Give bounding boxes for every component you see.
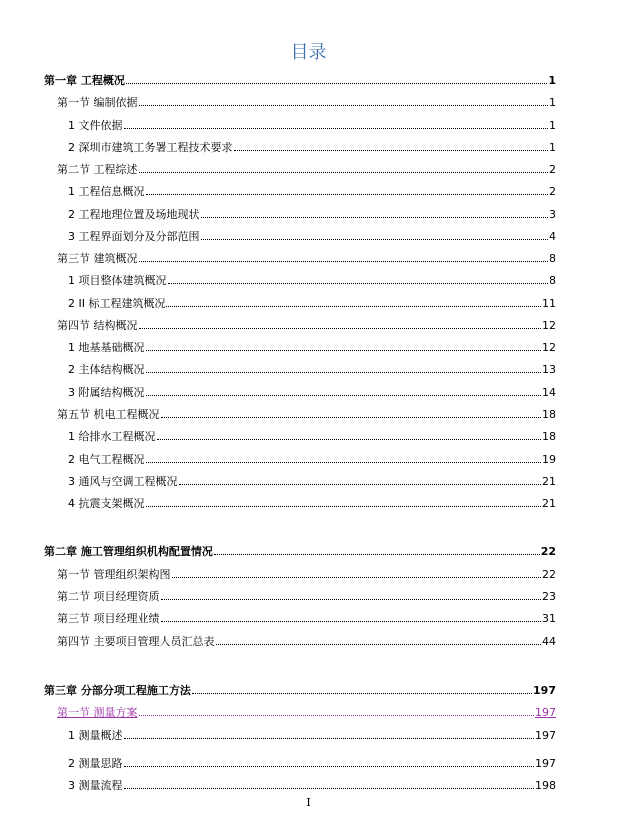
toc-entry-item[interactable] [0, 451, 617, 467]
toc-entry-label: 第三节 建筑概况 [57, 252, 138, 265]
toc-dot-leader [157, 428, 542, 440]
toc-entry-chapter-1[interactable] [0, 72, 617, 88]
toc-entry-page: 19 [542, 453, 556, 466]
toc-dot-leader [124, 727, 535, 739]
toc-entry-label: 4 抗震支架概况 [68, 497, 145, 510]
toc-entry-section[interactable] [0, 250, 617, 266]
toc-entry-label: 第二章 施工管理组织机构配置情况 [44, 545, 213, 558]
toc-dot-leader [214, 543, 540, 555]
toc-entry-item[interactable] [0, 755, 617, 771]
toc-dot-leader [201, 206, 549, 218]
toc-dot-leader [146, 183, 549, 195]
toc-entry-page: 23 [542, 590, 556, 603]
toc-entry-label: 第一章 工程概况 [44, 74, 125, 87]
toc-entry-label: 3 附属结构概况 [68, 386, 145, 399]
toc-entry-section[interactable] [0, 588, 617, 604]
toc-dot-leader [172, 566, 542, 578]
toc-entry-page: 197 [535, 729, 556, 742]
toc-entry-item[interactable] [0, 183, 617, 199]
toc-dot-leader [234, 139, 549, 151]
toc-dot-leader [161, 406, 542, 418]
toc-dot-leader [139, 704, 535, 716]
toc-entry-label: 第一节 管理组织架构图 [57, 568, 171, 581]
toc-entry-label: 1 项目整体建筑概况 [68, 274, 167, 287]
toc-dot-leader [166, 295, 541, 307]
toc-entry-page: 31 [542, 612, 556, 625]
toc-entry-page: 198 [535, 779, 556, 792]
toc-dot-leader [161, 588, 542, 600]
toc-entry-page: 2 [549, 185, 556, 198]
page-title: 目录 [290, 42, 327, 63]
toc-entry-item[interactable] [0, 384, 617, 400]
toc-entry-label: 3 工程界面划分及分部范围 [68, 230, 200, 243]
toc-entry-label: 第五节 机电工程概况 [57, 408, 160, 421]
toc-entry-page: 22 [540, 545, 556, 558]
toc-entry-page: 197 [533, 684, 556, 697]
toc-entry-section[interactable] [0, 94, 617, 110]
toc-entry-item[interactable] [0, 428, 617, 444]
toc-entry-label: 1 地基基础概况 [68, 341, 145, 354]
toc-entry-page: 11 [542, 297, 556, 310]
toc-entry-label: 第二节 项目经理资质 [57, 590, 160, 603]
toc-dot-leader [146, 451, 542, 463]
toc-entry-label: 1 给排水工程概况 [68, 430, 156, 443]
toc-entry-page: 18 [542, 430, 556, 443]
toc-entry-item[interactable] [0, 228, 617, 244]
toc-entry-page: 1 [549, 119, 556, 132]
toc-entry-section[interactable] [0, 633, 617, 649]
toc-dot-leader [126, 72, 548, 84]
toc-entry-label: 第一节 编制依据 [57, 96, 138, 109]
toc-entry-page: 1 [549, 96, 556, 109]
page-number: I [306, 796, 311, 809]
toc-entry-section[interactable] [0, 406, 617, 422]
toc-entry-page: 8 [549, 274, 556, 287]
toc-dot-leader [179, 473, 542, 485]
toc-entry-item[interactable] [0, 295, 617, 311]
toc-entry-section[interactable] [0, 317, 617, 333]
toc-entry-label: 第二节 工程综述 [57, 163, 138, 176]
toc-entry-page: 1 [548, 74, 556, 87]
toc-dot-leader [168, 272, 549, 284]
toc-entry-label: 第四节 主要项目管理人员汇总表 [57, 635, 215, 648]
toc-dot-leader [124, 117, 549, 129]
toc-dot-leader [146, 339, 542, 351]
toc-entry-section-link[interactable] [0, 704, 617, 720]
toc-entry-page: 4 [549, 230, 556, 243]
toc-entry-label: 2 测量思路 [68, 757, 123, 770]
toc-entry-item[interactable] [0, 777, 617, 793]
toc-entry-label: 第一节 测量方案 [57, 706, 138, 719]
toc-entry-item[interactable] [0, 206, 617, 222]
toc-entry-label: 第三节 项目经理业绩 [57, 612, 160, 625]
toc-dot-leader [139, 161, 549, 173]
toc-dot-leader [146, 384, 542, 396]
toc-entry-section[interactable] [0, 566, 617, 582]
toc-entry-page: 14 [542, 386, 556, 399]
toc-entry-page: 1 [549, 141, 556, 154]
toc-entry-chapter-2[interactable] [0, 543, 617, 559]
toc-entry-item[interactable] [0, 727, 617, 743]
toc-entry-label: 1 文件依据 [68, 119, 123, 132]
toc-entry-page: 197 [535, 706, 556, 719]
toc-entry-page: 21 [542, 497, 556, 510]
toc-dot-leader [161, 610, 542, 622]
toc-entry-page: 21 [542, 475, 556, 488]
toc-dot-leader [146, 361, 542, 373]
toc-dot-leader [139, 317, 542, 329]
toc-entry-item[interactable] [0, 495, 617, 511]
toc-entry-item[interactable] [0, 361, 617, 377]
toc-entry-item[interactable] [0, 339, 617, 355]
toc-entry-item[interactable] [0, 139, 617, 155]
toc-entry-label: 2 II 标工程建筑概况 [68, 297, 166, 310]
toc-entry-page: 22 [542, 568, 556, 581]
toc-entry-section[interactable] [0, 610, 617, 626]
toc-entry-page: 3 [549, 208, 556, 221]
toc-entry-label: 2 深圳市建筑工务署工程技术要求 [68, 141, 233, 154]
toc-entry-label: 2 工程地理位置及场地现状 [68, 208, 200, 221]
toc-entry-page: 12 [542, 341, 556, 354]
toc-entry-item[interactable] [0, 473, 617, 489]
toc-dot-leader [139, 250, 549, 262]
toc-dot-leader [192, 682, 532, 694]
toc-entry-page: 18 [542, 408, 556, 421]
toc-dot-leader [146, 495, 542, 507]
toc-entry-label: 第三章 分部分项工程施工方法 [44, 684, 191, 697]
toc-entry-label: 第四节 结构概况 [57, 319, 138, 332]
toc-entry-label: 1 工程信息概况 [68, 185, 145, 198]
toc-entry-page: 12 [542, 319, 556, 332]
toc-entry-label: 2 主体结构概况 [68, 363, 145, 376]
toc-entry-item[interactable] [0, 117, 617, 133]
toc-entry-chapter-3[interactable] [0, 682, 617, 698]
toc-entry-page: 197 [535, 757, 556, 770]
toc-entry-label: 2 电气工程概况 [68, 453, 145, 466]
toc-dot-leader [216, 633, 542, 645]
toc-entry-page: 8 [549, 252, 556, 265]
toc-dot-leader [139, 94, 549, 106]
toc-entry-label: 3 测量流程 [68, 779, 123, 792]
toc-entry-label: 3 通风与空调工程概况 [68, 475, 178, 488]
toc-entry-page: 44 [542, 635, 556, 648]
toc-entry-page: 13 [542, 363, 556, 376]
toc-entry-label: 1 测量概述 [68, 729, 123, 742]
toc-entry-section[interactable] [0, 161, 617, 177]
toc-dot-leader [124, 755, 535, 767]
toc-dot-leader [124, 777, 535, 789]
toc-entry-page: 2 [549, 163, 556, 176]
toc-entry-item[interactable] [0, 272, 617, 288]
toc-dot-leader [201, 228, 549, 240]
